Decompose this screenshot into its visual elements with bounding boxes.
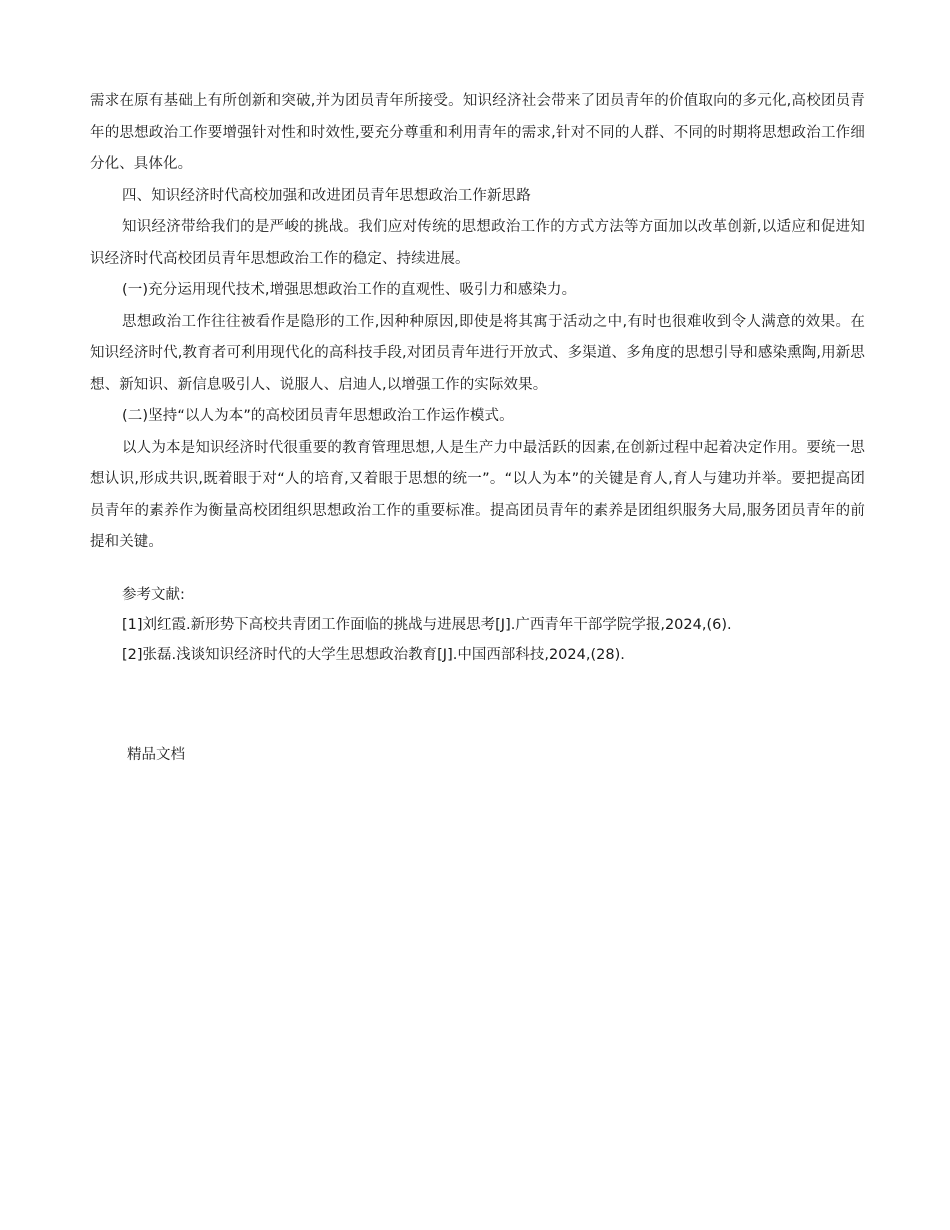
references-heading: 参考文献:: [122, 587, 185, 603]
paragraph-challenge: 知识经济带给我们的是严峻的挑战。我们应对传统的思想政治工作的方式方法等方面加以改革创新,以适应和促进知识经济时代高校团员青年思想政治工作的稳定、持续进展。: [90, 219, 865, 267]
footer-label: 精品文档: [127, 747, 185, 763]
references-section: [90, 580, 865, 670]
paragraph-continuation: 需求在原有基础上有所创新和突破,并为团员青年所接受。知识经济社会带来了团员青年的价值取向的多元化,高校团员青年的思想政治工作要增强针对性和时效性,要充分尊重和利用青年的需求,针对不同的人群、不同的时期将思想政治工作细分化、具体化。: [90, 93, 865, 172]
subheading-one: (一)充分运用现代技术,增强思想政治工作的直观性、吸引力和感染力。: [122, 282, 577, 298]
paragraph-technology: 思想政治工作往往被看作是隐形的工作,因种种原因,即使是将其寓于活动之中,有时也很难收到令人满意的效果。在知识经济时代,教育者可利用现代化的高科技手段,对团员青年进行开放式、多渠道、多角度的思想引导和感染熏陶,用新思想、新知识、新信息吸引人、说服人、启迪人,以增强工作的实际效果。: [90, 313, 865, 393]
reference-item-2: [2]张磊.浅谈知识经济时代的大学生思想政治教育[J].中国西部科技,2024,(28).: [122, 647, 625, 663]
paragraph-people-oriented: 以人为本是知识经济时代很重要的教育管理思想,人是生产力中最活跃的因素,在创新过程中起着决定作用。要统一思想认识,形成共识,既着眼于对“人的培育,又着眼于思想的统一”。“以人为本”的关键是育人,育人与建功并举。要把提高团员青年的素养作为衡量高校团组织思想政治工作的重要标准。提高团员青年的素养是团组织服务大局,服务团员青年的前提和关键。: [90, 439, 865, 550]
document-body: [90, 86, 865, 559]
section-heading-four: 四、知识经济时代高校加强和改进团员青年思想政治工作新思路: [122, 187, 531, 204]
subheading-two: (二)坚持“以人为本”的高校团员青年思想政治工作运作模式。: [122, 408, 514, 424]
reference-item-1: [1]刘红霞.新形势下高校共青团工作面临的挑战与进展思考[J].广西青年干部学院学报,2024,(6).: [122, 617, 732, 633]
